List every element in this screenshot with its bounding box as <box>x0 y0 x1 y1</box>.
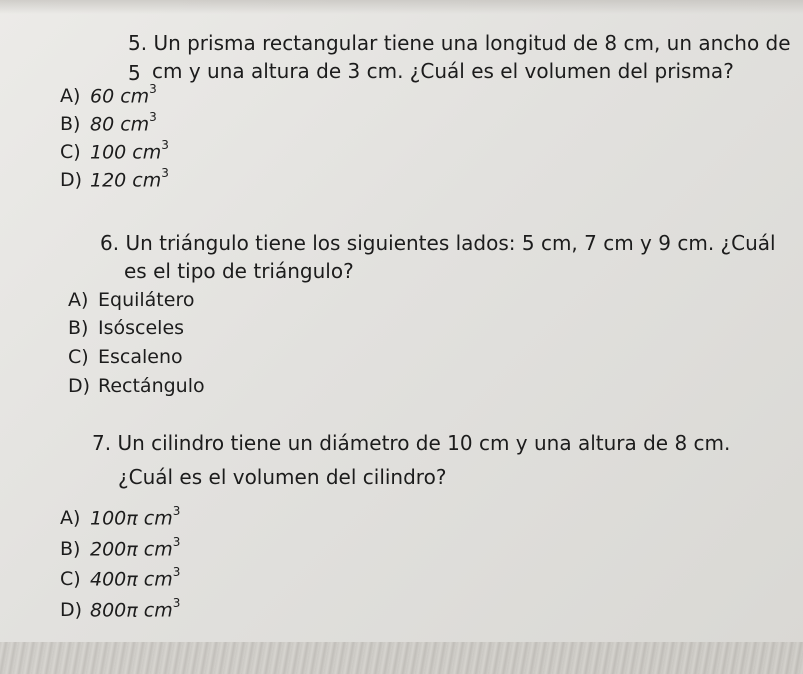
option-value: Rectángulo <box>98 375 205 397</box>
question-7-option-d <box>60 598 180 621</box>
option-letter: A) <box>60 507 81 530</box>
option-letter: B) <box>60 538 81 561</box>
option-letter: D) <box>60 169 83 192</box>
paper-torn-edge <box>0 642 803 674</box>
question-6-option-b <box>68 317 184 339</box>
option-letter: A) <box>68 289 89 311</box>
option-exponent: 3 <box>172 565 181 579</box>
question-7-option-a <box>60 506 180 529</box>
option-exponent: 3 <box>161 138 169 152</box>
question-6-stem-line2: es el tipo de triángulo? <box>124 259 354 283</box>
option-letter: B) <box>60 113 81 136</box>
option-exponent: 3 <box>172 596 181 610</box>
option-value: 100π cm <box>90 507 173 530</box>
question-5-option-c <box>60 140 169 163</box>
question-5-stem-line2: cm y una altura de 3 cm. ¿Cuál es el volumen del prisma? <box>152 59 734 83</box>
option-letter: D) <box>60 599 83 622</box>
question-6-option-d <box>68 375 205 397</box>
option-letter: B) <box>68 317 89 339</box>
option-value: 80 cm <box>90 113 150 136</box>
option-letter: C) <box>60 141 81 164</box>
option-value: 800π cm <box>90 599 173 622</box>
option-value: Equilátero <box>98 289 195 311</box>
option-value: 100 cm <box>90 141 162 164</box>
option-letter: C) <box>68 346 89 368</box>
option-letter: D) <box>68 375 91 397</box>
option-exponent: 3 <box>161 166 169 180</box>
question-7-option-b <box>60 537 180 560</box>
option-exponent: 3 <box>149 110 157 124</box>
option-exponent: 3 <box>172 535 181 549</box>
option-letter: A) <box>60 85 81 108</box>
question-7-option-c <box>60 567 180 590</box>
option-value: 200π cm <box>90 538 173 561</box>
question-5-option-a <box>60 84 157 107</box>
question-6-option-a <box>68 289 194 311</box>
question-5-stem-line1: 5. Un prisma rectangular tiene una longitud de 8 cm, un ancho de 5 <box>128 31 791 85</box>
option-value: 60 cm <box>90 85 150 108</box>
question-6-stem-line1: 6. Un triángulo tiene los siguientes lados: 5 cm, 7 cm y 9 cm. ¿Cuál <box>100 231 776 255</box>
option-value: Escaleno <box>98 346 183 368</box>
option-value: 120 cm <box>90 169 162 192</box>
question-7-stem-line1: 7. Un cilindro tiene un diámetro de 10 cm y una altura de 8 cm. <box>92 431 731 455</box>
page-shadow <box>0 0 803 14</box>
option-value: 400π cm <box>90 568 173 591</box>
option-letter: C) <box>60 568 81 591</box>
question-7-stem-line2: ¿Cuál es el volumen del cilindro? <box>118 465 447 489</box>
question-5-option-b <box>60 112 157 135</box>
option-exponent: 3 <box>149 82 157 96</box>
question-5-option-d <box>60 168 169 191</box>
option-value: Isósceles <box>98 317 185 339</box>
option-exponent: 3 <box>172 504 181 518</box>
question-6-option-c <box>68 346 183 368</box>
